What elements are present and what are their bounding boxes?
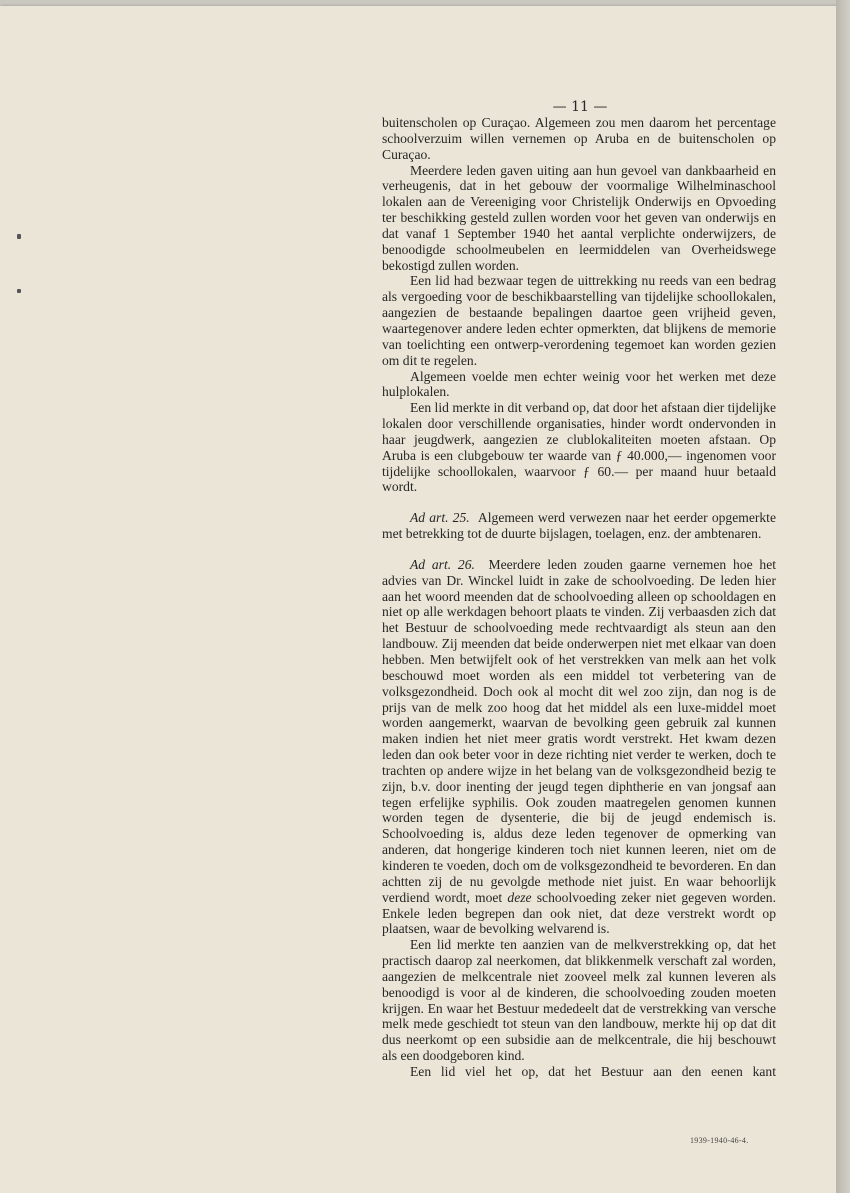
body-text: [382, 115, 776, 1080]
emphasis: deze: [507, 889, 532, 905]
paragraph: Een lid had bezwaar tegen de uittrekking nu reeds van een bedrag als vergoeding voor de beschikbaarstelling van tijdelijke schoollokalen, aangezien de bestaande bepalingen daartoe geen vrijheid geven, waartegenover andere leden echter opmerkten, dat blijkens de memorie van toelichting een ontwerp-verordening tegemoet kan worden gezien om dit te regelen.: [382, 273, 776, 368]
paragraph-text: schoolvoeding zeker niet gegeven worden. Enkele leden begrepen dan ook niet, dat deze verstrekt wordt op plaatsen, waar de bevolking welvarend is.: [382, 889, 777, 937]
article-reference: Ad art. 25.: [410, 510, 470, 526]
footer-code: 1939-1940-46-4.: [690, 1136, 749, 1145]
paragraph-ad-art-25: [382, 510, 776, 542]
paragraph: Een lid merkte in dit verband op, dat door het afstaan dier tijdelijke lokalen door verschillende organisaties, hinder wordt ondervonden in haar jeugdwerk, aangezien ze clublokaliteiten moeten afstaan. Op Aruba is een clubgebouw ter waarde van ƒ 40.000,— ingenomen voor tijdelijke schoollokalen, waarvoor ƒ 60.— per maand huur betaald wordt.: [382, 400, 776, 495]
paragraph-text: Algemeen werd verwezen naar het eerder opgemerkte met betrekking tot de duurte bijslagen, toelagen, enz. der ambtenaren.: [382, 510, 776, 542]
page-edge: [836, 0, 850, 1193]
paragraph: Meerdere leden gaven uiting aan hun gevoel van dankbaarheid en verheugenis, dat in het gebouw der voormalige Wilhelminaschool lokalen aan de Vereeniging voor Christelijk Onderwijs en Opvoeding ter beschikking gesteld zullen worden voor het geven van onderwijs en dat vanaf 1 September 1940 het aantal verplichte onderwijzers, de benoodigde schoolmeubelen en leermiddelen van Overheidswege bekostigd zullen worden.: [382, 162, 776, 273]
margin-mark: [17, 234, 21, 239]
paragraph: buitenscholen op Curaçao. Algemeen zou men daarom het percentage schoolverzuim willen vernemen op Aruba en de buitenscholen op Curaçao.: [382, 115, 776, 162]
paragraph-text: Meerdere leden zouden gaarne vernemen hoe het advies van Dr. Winckel luidt in zake de schoolvoeding. De leden hier aan het woord meenden dat de schoolvoeding alleen op schooldagen en niet op alle werkdagen behoort plaats te vinden. Zij verbaasden zich dat het Bestuur de schoolvoeding mede rechtvaardigt als steun aan den landbouw. Zij meenden dat beide onderwerpen niet met elkaar van doen hebben. Men betwijfelt ook of het verstrekken van melk aan het volk beschouwd moet worden als een middel tot verbetering van de volksgezondheid. Doch ook al mocht dit wel zoo zijn, dan nog is de prijs van de melk zoo hoog dat het middel als een luxe-middel moet worden aangemerkt, waarvan de bevolking geen gebruik zal kunnen maken indien het niet meer gratis wordt verstrekt. Het kwam dezen leden dan ook beter voor in deze richting niet verder te werken, doch te trachten op andere wijze in het belang van de volksgezondheid bezig te zijn, b.v. door inenting der jeugd tegen diphtherie en van jongsaf aan tegen erfelijke syphilis. Ook zouden maatregelen genomen kunnen worden tegen de dysenterie, die bij de jeugd endemisch is. Schoolvoeding is, aldus deze leden tegenover de opmerking van anderen, dat hongerige kinderen toch niet kunnen leeren, niet om de kinderen te voeden, doch om de volksgezondheid te bevorderen. En dan achtten zij de nu gevolgde methode niet juist. En waar behoorlijk verdiend wordt, moet: [382, 556, 777, 905]
article-reference: Ad art. 26.: [410, 556, 475, 572]
page-number: — 11 —: [552, 99, 608, 115]
paragraph: Algemeen voelde men echter weinig voor het werken met deze hulplokalen.: [382, 368, 776, 400]
document-page: [0, 6, 836, 1193]
paragraph: Een lid viel het op, dat het Bestuur aan den eenen kant: [410, 1063, 776, 1079]
paragraph-ad-art-26: [382, 557, 776, 937]
paragraph: Een lid merkte ten aanzien van de melkverstrekking op, dat het practisch daarop zal neerkomen, dat blikkenmelk verschaft zal worden, aangezien de melkcentrale niet zooveel melk zal kunnen leveren als benoodigd is voor al de kinderen, die schoolvoeding zouden moeten krijgen. En waar het Bestuur mededeelt dat de verstrekking van versche melk mede geschiedt tot steun van den landbouw, merkte hij op dat dit dus neerkomt op een subsidie aan de melkcentrale, die hij beschouwt als een doodgeboren kind.: [382, 937, 776, 1064]
margin-mark: [17, 289, 21, 293]
